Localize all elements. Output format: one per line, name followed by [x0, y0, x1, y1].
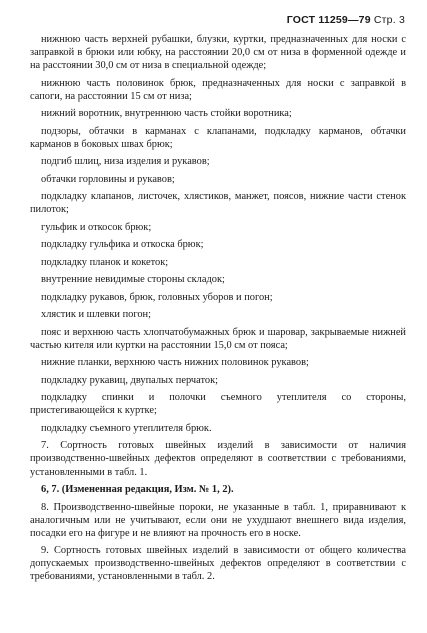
paragraph-shirt-lower-part: нижнюю часть верхней рубашки, блузки, куртки, предназначенных для носки с заправкой в брюки или юбку, на расстоянии 20,0 см от низа в форменной одежде и на расстоянии 30,0 см от низа в специальной одежде;	[30, 34, 406, 72]
page-number: Стр. 3	[373, 14, 405, 26]
document-body	[30, 33, 406, 588]
paragraph-lower-collar: нижний воротник, внутреннюю часть стойки воротника;	[41, 108, 292, 120]
paragraph-hem-vents: подгиб шлиц, низа изделия и рукавов;	[41, 156, 210, 168]
paragraph-facings: подзоры, обтачки в карманах с клапанами, подкладку карманов, обтачки карманов в боковых швах брюк;	[30, 125, 406, 150]
paragraph-insulation-lining: подкладку спинки и полочки съемного утеплителя со стороны, пристегивающейся к куртке;	[30, 392, 406, 417]
paragraph-pleats: внутренние невидимые стороны складок;	[41, 274, 225, 286]
paragraph-mitten-lining: подкладку рукавиц, двупалых перчаток;	[41, 374, 219, 386]
paragraph-trouser-lower-part: нижнюю часть половинок брюк, предназначенных для носки с заправкой в сапоги, на расстоянии 15 см от низа;	[30, 77, 406, 102]
amendment-note: 6, 7. (Измененная редакция, Изм. № 1, 2).	[41, 484, 234, 496]
paragraph-waistband: пояс и верхнюю часть хлопчатобумажных брюк и шаровар, закрываемые нижней частью кителя или куртки на расстоянии 15,0 см от пояса;	[30, 326, 406, 351]
page-header	[287, 14, 405, 26]
paragraph-lower-plackets: нижние планки, верхнюю часть нижних половинок рукавов;	[41, 357, 309, 369]
clause-9: 9. Сортность готовых швейных изделий в зависимости от общего количества допускаемых производственно-швейных дефектов определяют в соответствии с требованиями, установленными в табл. 2.	[30, 545, 406, 583]
standard-number: ГОСТ 11259—79	[286, 14, 371, 26]
paragraph-neck-facings: обтачки горловины и рукавов;	[41, 173, 175, 185]
clause-8: 8. Производственно-швейные пороки, не указанные в табл. 1, приравнивают к аналогичным или не учитывают, если они не ухудшают внешнего вида изделия, посадки его на фигуре и не влияют на прочность его в носке.	[30, 501, 406, 539]
clause-7: 7. Сортность готовых швейных изделий в зависимости от наличия производственно-швейных дефектов определяют в соответствии с требованиями, установленными в табл. 1.	[30, 440, 406, 478]
paragraph-belt-loops: хлястик и шлевки погон;	[41, 309, 151, 321]
paragraph-fly-lining: подкладку гульфика и откоска брюк;	[41, 239, 204, 251]
paragraph-placket-lining: подкладку планок и кокеток;	[41, 256, 169, 268]
paragraph-fly: гульфик и откосок брюк;	[41, 221, 152, 233]
paragraph-trouser-insulation: подкладку съемного утеплителя брюк.	[41, 422, 212, 434]
paragraph-flap-lining: подкладку клапанов, листочек, хлястиков, манжет, поясов, нижние части стенок пилоток;	[30, 191, 406, 216]
paragraph-sleeve-lining: подкладку рукавов, брюк, головных уборов и погон;	[41, 291, 273, 303]
